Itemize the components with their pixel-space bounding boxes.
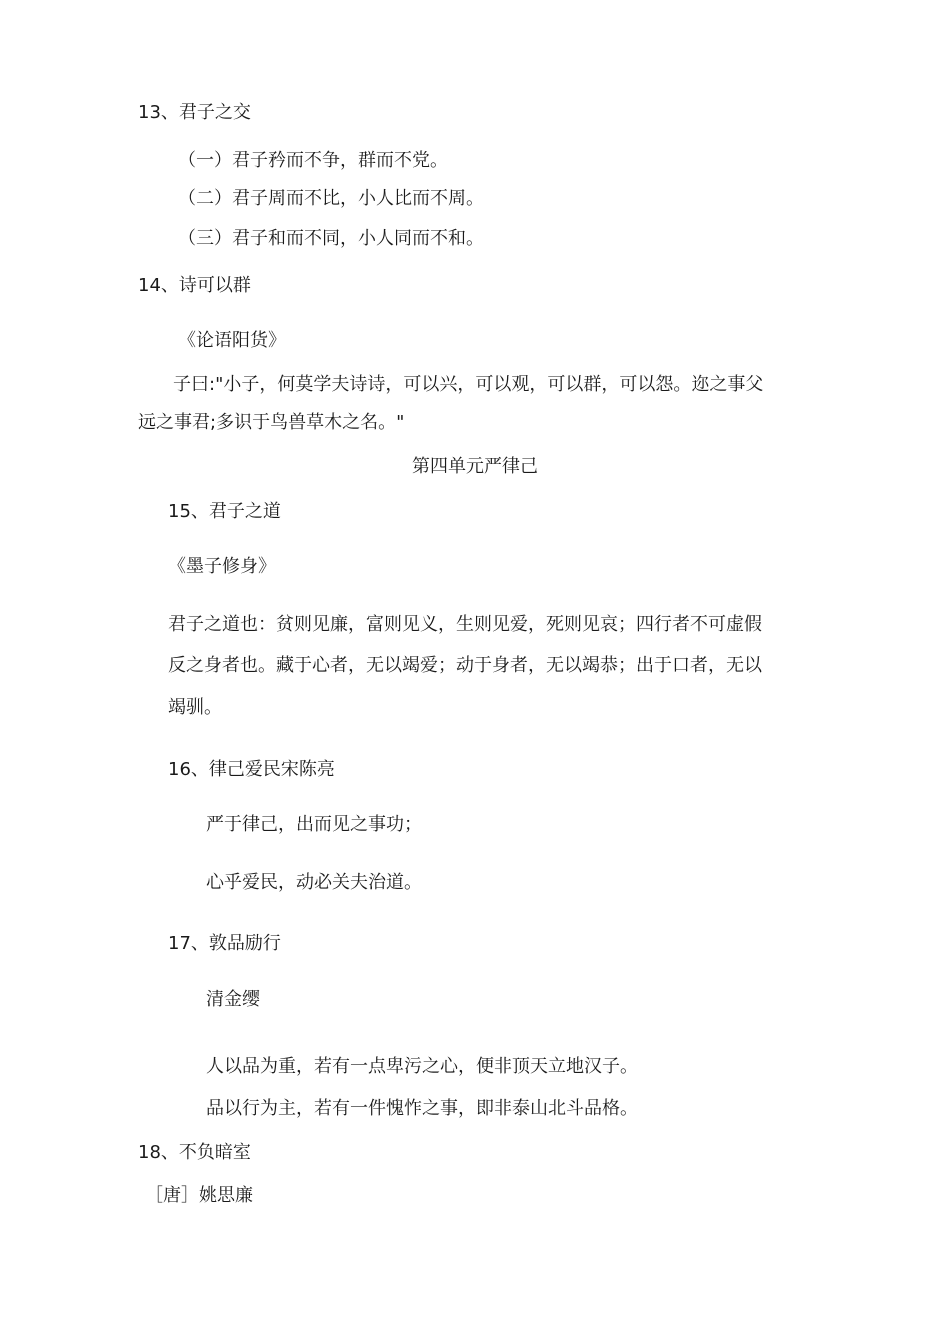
text-line: 君子之道也：贫则见廉，富则见义，生则见爱，死则见哀；四行者不可虚假 bbox=[168, 614, 762, 635]
source-line: 清金缨 bbox=[206, 989, 260, 1010]
unit-title: 第四单元严律己 bbox=[412, 456, 538, 477]
source-line: ［唐］姚思廉 bbox=[145, 1185, 253, 1206]
text-line: （三）君子和而不同，小人同而不和。 bbox=[178, 228, 484, 249]
section-heading: 14、诗可以群 bbox=[138, 275, 251, 296]
section-heading: 17、敦品励行 bbox=[168, 933, 281, 954]
text-line: 严于律己，出而见之事功； bbox=[206, 814, 422, 835]
text-line: 反之身者也。藏于心者，无以竭爱；动于身者，无以竭恭；出于口者，无以 bbox=[168, 655, 762, 676]
section-heading: 15、君子之道 bbox=[168, 501, 281, 522]
text-line: 心乎爱民，动必关夫治道。 bbox=[206, 872, 422, 893]
text-line: 竭驯。 bbox=[168, 697, 222, 718]
text-line: 子曰:"小子，何莫学夫诗诗，可以兴，可以观，可以群，可以怨。迩之事父 bbox=[173, 374, 764, 395]
text-line: 远之事君;多识于鸟兽草木之名。" bbox=[138, 412, 405, 433]
section-heading: 13、君子之交 bbox=[138, 102, 251, 123]
text-line: 品以行为主，若有一件愧怍之事，即非泰山北斗品格。 bbox=[206, 1098, 638, 1119]
text-line: （二）君子周而不比，小人比而不周。 bbox=[178, 188, 484, 209]
text-line: 人以品为重，若有一点卑污之心，便非顶天立地汉子。 bbox=[206, 1056, 638, 1077]
source-line: 《论语阳货》 bbox=[178, 330, 286, 351]
section-heading: 16、律己爱民宋陈亮 bbox=[168, 759, 335, 780]
text-line: （一）君子矜而不争，群而不党。 bbox=[178, 150, 448, 171]
section-heading: 18、不负暗室 bbox=[138, 1142, 251, 1163]
source-line: 《墨子修身》 bbox=[168, 556, 276, 577]
